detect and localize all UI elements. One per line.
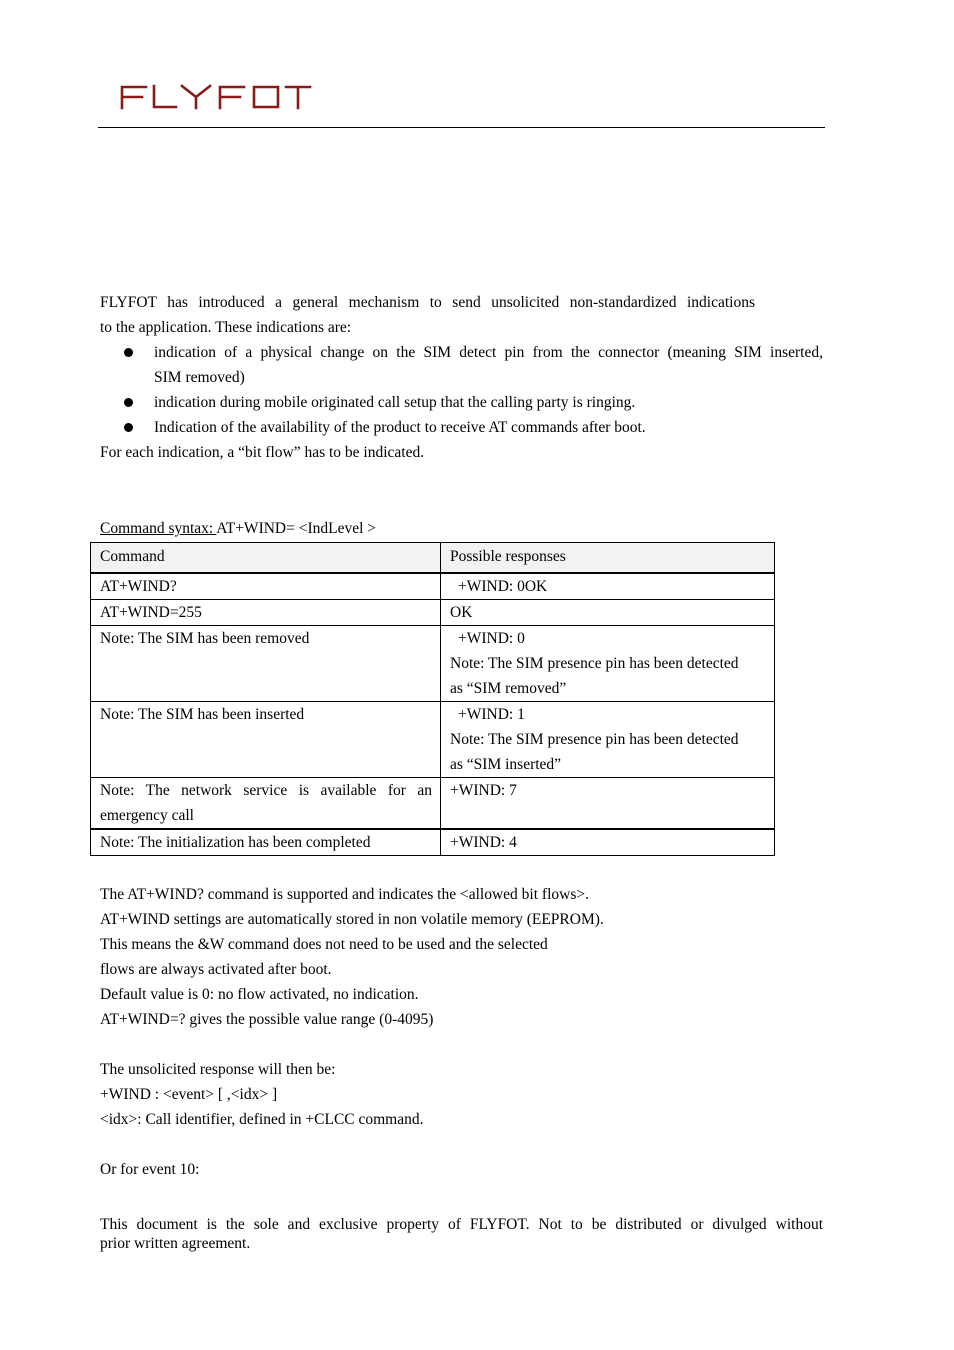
table-row	[91, 600, 775, 626]
table-header-row	[91, 543, 775, 574]
description-line: flows are always activated after boot.	[100, 961, 332, 978]
list-item	[100, 390, 823, 415]
description-line: AT+WIND=? gives the possible value range (0-4095)	[100, 1011, 434, 1028]
response-cell: OK	[441, 600, 775, 626]
command-cell: Note: The initialization has been completed	[91, 829, 441, 856]
response-cell: +WIND: 4	[441, 829, 775, 856]
table-row	[91, 778, 775, 830]
header-divider	[98, 127, 825, 128]
response-note: as “SIM inserted”	[450, 756, 562, 773]
footer-line: This document is the sole and exclusive property of FLYFOT. Not to be distributed or divulged without	[100, 1216, 823, 1233]
spacer	[100, 1032, 823, 1057]
bullet-text: indication of a physical change on the SIM detect pin from the connector (meaning SIM inserted,	[154, 344, 823, 361]
bullet-text: SIM removed)	[154, 369, 245, 386]
command-cell: Note: The SIM has been inserted	[91, 702, 441, 778]
unsolicited-line: The unsolicited response will then be:	[100, 1061, 336, 1078]
flyfot-logo	[118, 82, 312, 112]
event10-line: Or for event 10:	[100, 1161, 200, 1178]
table-row	[91, 626, 775, 702]
description-section	[100, 882, 823, 1182]
syntax-label: Command syntax:	[100, 520, 217, 537]
header-responses: Possible responses	[441, 543, 775, 574]
intro-closing: For each indication, a “bit flow” has to be indicated.	[100, 444, 425, 461]
bullet-text: indication during mobile originated call setup that the calling party is ringing.	[154, 394, 636, 411]
intro-line-2: to the application. These indications are:	[100, 319, 352, 336]
syntax-value: AT+WIND= <IndLevel >	[216, 520, 377, 537]
flyfot-logo-mark	[118, 82, 312, 112]
list-item	[100, 415, 823, 440]
response-text: +WIND: 0OK	[458, 578, 548, 595]
table-row	[91, 829, 775, 856]
list-item	[100, 340, 823, 390]
response-cell: +WIND: 7	[441, 778, 775, 830]
unsolicited-line: +WIND : <event> [ ,<idx> ]	[100, 1086, 278, 1103]
bullet-icon	[124, 348, 133, 357]
response-text: +WIND: 0	[458, 630, 525, 647]
command-text: Note: The network service is available for an	[100, 782, 432, 799]
table-row	[91, 573, 775, 600]
response-cell	[441, 626, 775, 702]
response-cell	[441, 702, 775, 778]
description-line: The AT+WIND? command is supported and indicates the <allowed bit flows>.	[100, 886, 589, 903]
bullet-text: Indication of the availability of the product to receive AT commands after boot.	[154, 419, 646, 436]
response-note: Note: The SIM presence pin has been detected	[450, 731, 739, 748]
response-text: +WIND: 1	[458, 706, 525, 723]
response-cell	[441, 573, 775, 600]
command-text: emergency call	[100, 807, 194, 824]
footer-line: prior written agreement.	[100, 1235, 251, 1252]
command-cell: AT+WIND=255	[91, 600, 441, 626]
response-note: as “SIM removed”	[450, 680, 567, 697]
table-row	[91, 702, 775, 778]
header-command: Command	[91, 543, 441, 574]
command-cell	[91, 778, 441, 830]
description-line: This means the &W command does not need to be used and the selected	[100, 936, 548, 953]
description-line: Default value is 0: no flow activated, no indication.	[100, 986, 419, 1003]
intro-section	[100, 290, 823, 465]
spacer	[100, 1132, 823, 1157]
response-note: Note: The SIM presence pin has been detected	[450, 655, 739, 672]
command-cell: AT+WIND?	[91, 573, 441, 600]
command-cell: Note: The SIM has been removed	[91, 626, 441, 702]
footer-notice	[100, 1215, 823, 1253]
bullet-icon	[124, 398, 133, 407]
intro-line-1: FLYFOT has introduced a general mechanism to send unsolicited non-standardized indications	[100, 294, 755, 311]
bullet-icon	[124, 423, 133, 432]
description-line: AT+WIND settings are automatically stored in non volatile memory (EEPROM).	[100, 911, 604, 928]
command-syntax	[100, 516, 376, 541]
unsolicited-line: <idx>: Call identifier, defined in +CLCC command.	[100, 1111, 424, 1128]
command-table	[90, 542, 775, 856]
indication-list	[100, 340, 823, 440]
